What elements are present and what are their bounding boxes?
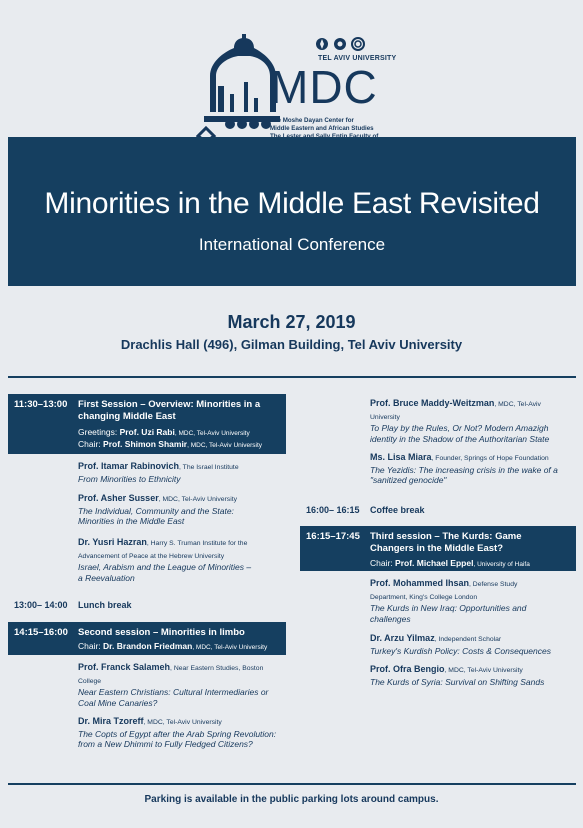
speaker-affiliation: University (370, 413, 400, 421)
talk-block (78, 662, 288, 708)
session-title-line: Changers in the Middle East? (370, 543, 504, 554)
speaker-affiliation: , Founder, Springs of Hope Foundation (431, 455, 549, 462)
center-name-line: Middle Eastern and African Studies (270, 125, 374, 132)
talk-title: The Copts of Egypt after the Arab Spring Revolution: (78, 728, 277, 739)
talk-title: Turkey's Kurdish Policy: Costs & Consequences (370, 645, 551, 656)
talk-title: a Reevaluation (78, 572, 135, 583)
conference-subtitle: International Conference (198, 235, 386, 254)
session-title-line: changing Middle East (78, 411, 176, 422)
speaker-affiliation: , Near Eastern Studies, Boston (170, 665, 264, 672)
divider (8, 783, 576, 785)
lunch-label: Lunch break (78, 600, 132, 610)
session-time: 14:15–16:00 (14, 627, 68, 638)
speaker-affiliation: College (78, 677, 102, 685)
speaker-name: Dr. Yusri Hazran (78, 537, 147, 547)
conference-title: Minorities in the Middle East Revisited (44, 187, 540, 220)
speaker-affiliation: , MDC, Tel-Aviv University (143, 719, 222, 726)
talk-block (370, 633, 575, 656)
speaker-name: Prof. Bruce Maddy-Weitzman (370, 398, 495, 408)
chair-line (78, 641, 267, 651)
session-title-line: First Session – Overview: Minorities in a (78, 399, 261, 410)
talk-title: From Minorities to Ethnicity (78, 473, 181, 484)
lunch-time: 13:00– 14:00 (14, 600, 68, 610)
speaker-affiliation: Advancement of Peace at the Hebrew University (78, 552, 225, 560)
talk-block (370, 664, 575, 687)
session-1-header (8, 394, 286, 454)
center-name-line: The Moshe Dayan Center for (270, 117, 354, 124)
session-title (78, 399, 260, 423)
speaker-affiliation: , Harry S. Truman Institute for the (146, 540, 248, 547)
speaker-name: Prof. Mohammed Ihsan (370, 578, 470, 588)
chair-aff: , MDC, Tel-Aviv University (192, 644, 268, 651)
title-banner (8, 137, 576, 286)
speaker-affiliation: , Defense Study (469, 581, 518, 588)
greet-label: Greetings: (78, 427, 120, 437)
chair-aff: , MDC, Tel-Aviv University (187, 442, 263, 449)
talk-title: identity in the Shadow of the Authoritarian State (370, 433, 550, 444)
talk-title: from a New Dhimmi to Fully Fledged Citizens? (78, 739, 253, 749)
session-3-header (300, 526, 576, 571)
session-time: 11:30–13:00 (14, 399, 68, 410)
session-title: Second session – Minorities in limbo (78, 627, 245, 638)
university-label: TEL AVIV UNIVERSITY (318, 55, 397, 62)
session-2-header (8, 622, 286, 655)
talk-block (370, 452, 575, 486)
talk-block (78, 716, 288, 750)
talk-title: "sanitized genocide" (370, 475, 447, 485)
chair-aff: , University of Haifa (473, 561, 530, 568)
chair-line (370, 558, 530, 568)
talk-block (370, 398, 575, 444)
parking-note: Parking is available in the public parking lots around campus. (144, 794, 439, 805)
speaker-name: Dr. Arzu Yilmaz (370, 633, 435, 643)
chair-label: Chair: (370, 558, 396, 568)
greet-name: Prof. Uzi Rabi (119, 427, 175, 437)
chair-label: Chair: (78, 641, 104, 651)
speaker-name: Prof. Itamar Rabinovich (78, 461, 180, 471)
talk-title: The Kurds of Syria: Survival on Shifting Sands (370, 676, 545, 687)
greet-aff: , MDC, Tel-Aviv University (174, 430, 250, 437)
session-title (370, 531, 522, 555)
talk-title: Israel, Arabism and the League of Minorities – (78, 562, 252, 572)
speaker-name: Prof. Franck Salameh (78, 662, 171, 672)
event-venue: Drachlis Hall (496), Gilman Building, Tel Aviv University (120, 337, 463, 352)
divider (8, 376, 576, 378)
talk-title: The Kurds in New Iraq: Opportunities and (370, 603, 527, 613)
speaker-affiliation: , MDC, Tel-Aviv University (158, 496, 238, 503)
event-date: March 27, 2019 (227, 312, 356, 332)
talk-title: Coal Mine Canaries? (78, 697, 158, 708)
talk-title: The Yezidis: The increasing crisis in the wake of a (370, 464, 558, 475)
talk-title: To Play by the Rules, Or Not? Modern Amazigh (370, 423, 549, 433)
talk-title: Minorities in the Middle East (78, 516, 185, 526)
chair-line (78, 439, 262, 449)
session-title-line: Third session – The Kurds: Game (370, 531, 522, 542)
speaker-name: Prof. Ofra Bengio (370, 664, 445, 674)
session-time: 16:15–17:45 (306, 531, 360, 542)
speaker-affiliation: , The Israel Institute (179, 464, 239, 471)
mdc-logo-text: MDC (270, 61, 378, 113)
talk-block (78, 461, 288, 484)
speaker-name: Dr. Mira Tzoreff (78, 716, 144, 726)
talk-block (370, 578, 575, 624)
chair-label: Chair: (78, 439, 104, 449)
greetings-line (78, 427, 250, 437)
talk-block (78, 537, 288, 583)
talk-title: The Individual, Community and the State: (78, 505, 234, 516)
chair-name: Prof. Michael Eppel (395, 558, 474, 568)
speaker-name: Ms. Lisa Miara (370, 452, 432, 462)
talk-block (78, 493, 288, 527)
speaker-affiliation: Department, King's College London (370, 593, 478, 601)
coffee-time: 16:00– 16:15 (306, 505, 360, 515)
speaker-name: Prof. Asher Susser (78, 493, 159, 503)
chair-name: Dr. Brandon Friedman (103, 641, 193, 651)
speaker-affiliation: , Independent Scholar (434, 636, 502, 643)
speaker-affiliation: , MDC, Tel-Aviv University (444, 667, 523, 674)
talk-title: challenges (370, 613, 411, 624)
chair-name: Prof. Shimon Shamir (103, 439, 188, 449)
coffee-label: Coffee break (370, 505, 425, 515)
talk-title: Near Eastern Christians: Cultural Intermediaries or (78, 687, 269, 697)
speaker-affiliation: , MDC, Tel-Aviv (494, 401, 541, 408)
